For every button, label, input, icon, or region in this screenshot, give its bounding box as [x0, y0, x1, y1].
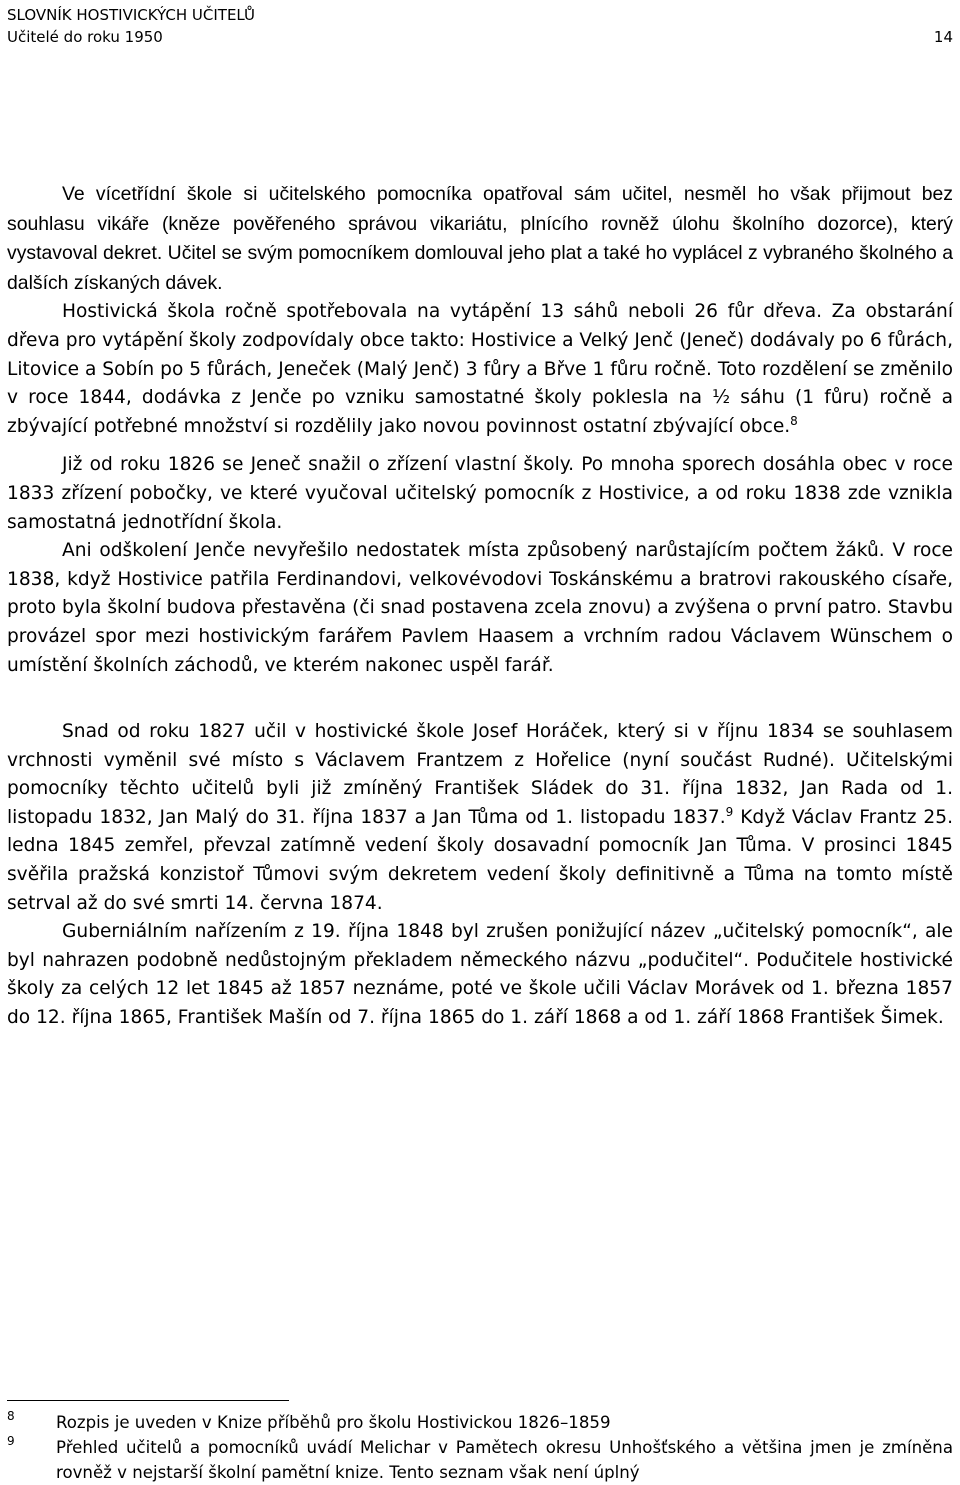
paragraph-1: [7, 180, 953, 298]
paragraph-4-segment-b: Když Václav Frantz 25. ledna 1845 zemřel, převzal zatímně vedení školy dosavadní pomocník Jan Tůma. V prosinci 1845 svěřila pražská konzistoř Tůmovi svým dekretem vedení školy definitivně a Tůma na tomto místě setrval až do své smrti 14. června 1874.: [7, 806, 953, 914]
paragraph-4-segment-a: Snad od roku 1827 učil v hostivické škole Josef Horáček, který si v říjnu 1834 se souhlasem vrchnosti vyměnil své místo s Václavem Frantzem z Hořelice (nyní součást Rudné). Učitelskými pomocníky těchto učitelů byli již zmíněný František Sládek do 31. října 1832, Jan Rada od 1. listopadu 1832, Jan Malý do 31. října 1837 a Jan Tůma od 1. listopadu 1837.: [7, 721, 953, 828]
paragraph-1-segment-d: Za obstarání dřeva pro vytápění školy zodpovídaly obce takto: Hostivice a Velký Jenč (Jeneč) dodávaly po 6 fůrách, Litovice a Sobín po 5 fůrách, Jeneček (Malý Jenč) 3 fůry a Břve 1 fůru ročně.: [7, 301, 953, 380]
paragraph-3: Ani odškolení Jenče nevyřešilo nedostatek místa způsobený narůstajícím počtem žáků. V roce 1838, když Hostivice patřila Ferdinandovi, velkovévodovi Toskánskému a bratrovi rakouského císaře, proto byla školní budova přestavěna (či snad postavena zcela znovu) a zvýšena o první patro. Stavbu provázel spor mezi hostivickým farářem Pavlem Haasem a vrchním radou Václavem Wünschem o umístění školních záchodů, ve kterém nakonec uspěl farář.: [7, 540, 953, 676]
paragraph-1-segment-c: Hostivická škola ročně spotřebovala na vytápění 13 sáhů neboli 26 fůr dřeva.: [62, 301, 823, 323]
footnote-text: Přehled učitelů a pomocníků uvádí Melichar v Pamětech okresu Unhošťského a většina jmen je zmíněna rovněž v nejstarší školní pamětní knize. Tento seznam však není úplný: [56, 1438, 953, 1482]
footnotes: [7, 1410, 953, 1485]
footnote-text: Rozpis je uveden v Knize příběhů pro školu Hostivickou 1826–1859: [56, 1413, 611, 1432]
footnote-number: 8: [7, 1409, 15, 1423]
paragraph-2: Již od roku 1826 se Jeneč snažil o zřízení vlastní školy. Po mnoha sporech dosáhla obec v roce 1833 zřízení pobočky, ve které vyučoval učitelský pomocník z Hostivice, a od roku 1838 zde vznikla samostatná jednotřídní škola.: [7, 454, 953, 533]
page-number: 14: [933, 28, 953, 46]
footnote-ref-9[interactable]: 9: [725, 804, 734, 819]
paragraph-5: Guberniálním nařízením z 19. října 1848 byl zrušen ponižující název „učitelský pomocník“, ale byl nahrazen podobně nedůstojným překladem německého názvu „podučitel“. Podučitele hostivické školy za celých 12 let 1845 až 1857 neznáme, poté ve škole učili Václav Morávek od 1. března 1857 do 12. října 1865, František Mašín od 7. října 1865 do 1. září 1868 a od 1. září 1868 František Šimek.: [7, 921, 953, 1029]
footnote-ref-8[interactable]: 8: [790, 413, 798, 428]
footnote-9: [7, 1435, 953, 1485]
document-subtitle: Učitelé do roku 1950: [7, 28, 163, 46]
document-title: SLOVNÍK HOSTIVICKÝCH UČITELŮ: [7, 6, 256, 24]
footnote-divider: [7, 1400, 289, 1401]
paragraph-1-continued: [7, 298, 953, 441]
main-text: [7, 180, 953, 1033]
paragraph-1-segment-e: Toto rozdělení se změnilo v roce 1844, dodávka z Jenče po vzniku samostatné školy poklesla na ½ sáhu (1 fůru) ročně a zbývající potřebné množství si rozdělily jako novou povinnost ostatní zbývající obce.: [7, 358, 954, 437]
footnote-8: [7, 1410, 953, 1435]
paragraph-1-segment-b: Učitel se svým pomocníkem domlouval jeho plat a také ho vyplácel z vybraného školného a dalších získaných dávek.: [7, 242, 953, 294]
footnote-number: 9: [7, 1434, 15, 1448]
paragraph-1-segment-a: Ve vícetřídní škole si učitelského pomocníka opatřoval sám učitel, nesměl ho však přijmout bez souhlasu vikáře (kněze pověřeného správou vikariátu, plnícího rovněž úlohu školního dozorce), který vystavoval dekret.: [7, 183, 953, 265]
paragraph-4: [7, 718, 953, 918]
page-header: [7, 4, 953, 48]
